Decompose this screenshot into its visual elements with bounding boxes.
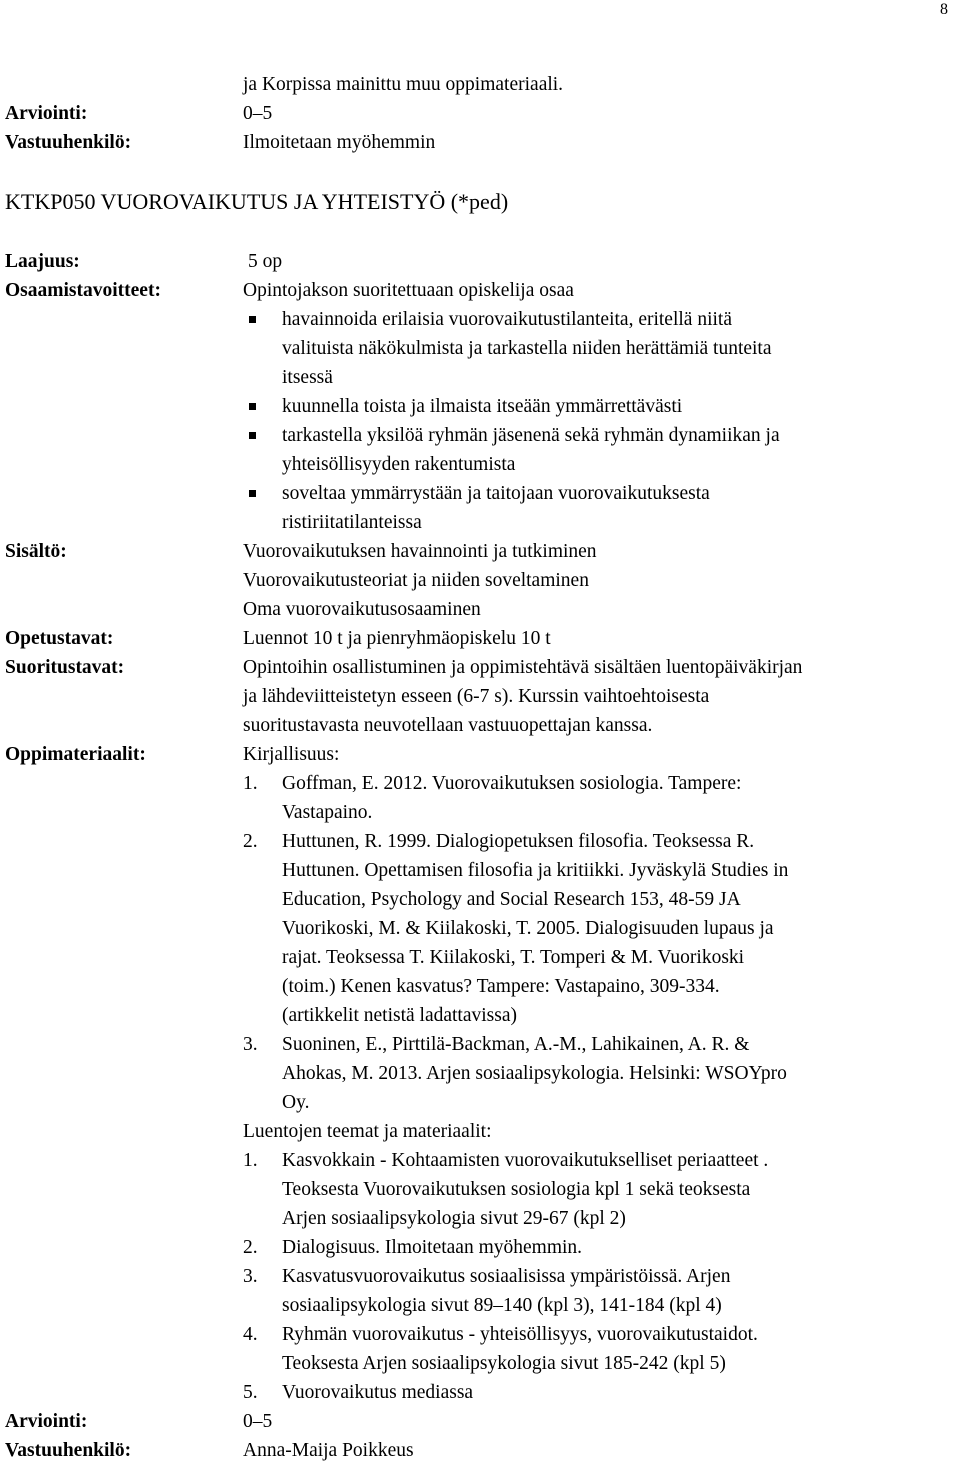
arviointi-label: Arviointi: [5, 1411, 88, 1432]
continuation-text: ja Korpissa mainittu muu oppimateriaali. [243, 74, 564, 95]
list-number: 2. [243, 831, 258, 852]
goal-line: tarkastella yksilöä ryhmän jäsenenä sekä ryhmän dynamiikan ja [282, 425, 780, 446]
list-number: 3. [243, 1034, 258, 1055]
arviointi-value: 0–5 [243, 1411, 273, 1432]
arviointi-label: Arviointi: [5, 103, 88, 124]
literature-line: (toim.) Kenen kasvatus? Tampere: Vastapaino, 309-334. [282, 976, 720, 997]
goal-line: soveltaa ymmärrystään ja taitojaan vuorovaikutuksesta [282, 483, 710, 504]
list-number: 3. [243, 1266, 258, 1287]
literature-line: Oy. [282, 1092, 310, 1113]
list-number: 4. [243, 1324, 258, 1345]
suoritustavat-label: Suoritustavat: [5, 657, 125, 678]
suoritustavat-line: ja lähdeviitteistetyn esseen (6-7 s). Kurssin vaihtoehtoisesta [243, 686, 710, 707]
literature-line: (artikkelit netistä ladattavissa) [282, 1005, 517, 1026]
page-number: 8 [940, 1, 948, 18]
themes-label: Luentojen teemat ja materiaalit: [243, 1121, 492, 1142]
literature-line: Education, Psychology and Social Research 153, 48-59 JA [282, 889, 741, 910]
arviointi-value: 0–5 [243, 103, 273, 124]
vastuuhenkilo-value: Ilmoitetaan myöhemmin [243, 132, 436, 153]
theme-line: Kasvatusvuorovaikutus sosiaalisissa ympäristöissä. Arjen [282, 1266, 731, 1287]
laajuus-value: 5 op [248, 251, 283, 272]
theme-line: Arjen sosiaalipsykologia sivut 29-67 (kpl 2) [282, 1208, 626, 1229]
goal-line: yhteisöllisyyden rakentumista [282, 454, 516, 475]
bullet-icon [249, 316, 256, 323]
theme-line: sosiaalipsykologia sivut 89–140 (kpl 3), 141-184 (kpl 4) [282, 1295, 722, 1316]
suoritustavat-line: Opintoihin osallistuminen ja oppimistehtävä sisältäen luentopäiväkirjan [243, 657, 803, 678]
course-heading: KTKP050 VUOROVAIKUTUS JA YHTEISTYÖ (*ped) [5, 189, 509, 214]
list-number: 2. [243, 1237, 258, 1258]
goal-line: itsessä [282, 367, 333, 388]
vastuuhenkilo-label: Vastuuhenkilö: [5, 1440, 132, 1461]
list-number: 1. [243, 1150, 258, 1171]
sisalto-label: Sisältö: [5, 541, 67, 562]
literature-line: Vuorikoski, M. & Kiilakoski, T. 2005. Dialogisuuden lupaus ja [282, 918, 774, 939]
goal-line: valituista näkökulmista ja tarkastella niiden herättämiä tunteita [282, 338, 772, 359]
literature-line: Vastapaino. [282, 802, 373, 823]
theme-line: Teoksesta Vuorovaikutuksen sosiologia kpl 1 sekä teoksesta [282, 1179, 751, 1200]
oppimateriaalit-label: Oppimateriaalit: [5, 744, 146, 765]
sisalto-line: Oma vuorovaikutusosaaminen [243, 599, 481, 620]
goal-line: ristiriitatilanteissa [282, 512, 422, 533]
theme-line: Vuorovaikutus mediassa [282, 1382, 474, 1403]
list-number: 5. [243, 1382, 258, 1403]
theme-line: Teoksesta Arjen sosiaalipsykologia sivut 185-242 (kpl 5) [282, 1353, 726, 1374]
laajuus-label: Laajuus: [5, 251, 80, 272]
literature-line: Ahokas, M. 2013. Arjen sosiaalipsykologia. Helsinki: WSOYpro [282, 1063, 787, 1084]
vastuuhenkilo-label: Vastuuhenkilö: [5, 132, 132, 153]
goal-line: havainnoida erilaisia vuorovaikutustilanteita, eritellä niitä [282, 309, 732, 330]
literature-line: Huttunen, R. 1999. Dialogiopetuksen filosofia. Teoksessa R. [282, 831, 755, 852]
list-number: 1. [243, 773, 258, 794]
opetustavat-label: Opetustavat: [5, 628, 114, 649]
literature-line: rajat. Teoksessa T. Kiilakoski, T. Tomperi & M. Vuorikoski [282, 947, 745, 968]
osaamistavoitteet-intro: Opintojakson suoritettuaan opiskelija osaa [243, 280, 574, 301]
theme-line: Dialogisuus. Ilmoitetaan myöhemmin. [282, 1237, 583, 1258]
literature-line: Goffman, E. 2012. Vuorovaikutuksen sosiologia. Tampere: [282, 773, 742, 794]
bullet-icon [249, 432, 256, 439]
sisalto-line: Vuorovaikutusteoriat ja niiden soveltaminen [243, 570, 589, 591]
goal-line: kuunnella toista ja ilmaista itseään ymmärrettävästi [282, 396, 683, 417]
osaamistavoitteet-label: Osaamistavoitteet: [5, 280, 161, 301]
vastuuhenkilo-value: Anna-Maija Poikkeus [243, 1440, 414, 1461]
literature-line: Suoninen, E., Pirttilä-Backman, A.-M., Lahikainen, A. R. & [282, 1034, 750, 1055]
bullet-icon [249, 403, 256, 410]
bullet-icon [249, 490, 256, 497]
suoritustavat-line: suoritustavasta neuvotellaan vastuuopettajan kanssa. [243, 715, 653, 736]
opetustavat-value: Luennot 10 t ja pienryhmäopiskelu 10 t [243, 628, 551, 649]
literature-line: Huttunen. Opettamisen filosofia ja kritiikki. Jyväskylä Studies in [282, 860, 789, 881]
kirjallisuus-label: Kirjallisuus: [243, 744, 340, 765]
theme-line: Ryhmän vuorovaikutus - yhteisöllisyys, vuorovaikutustaidot. [282, 1324, 758, 1345]
theme-line: Kasvokkain - Kohtaamisten vuorovaikutukselliset periaatteet . [282, 1150, 769, 1171]
sisalto-line: Vuorovaikutuksen havainnointi ja tutkiminen [243, 541, 597, 562]
